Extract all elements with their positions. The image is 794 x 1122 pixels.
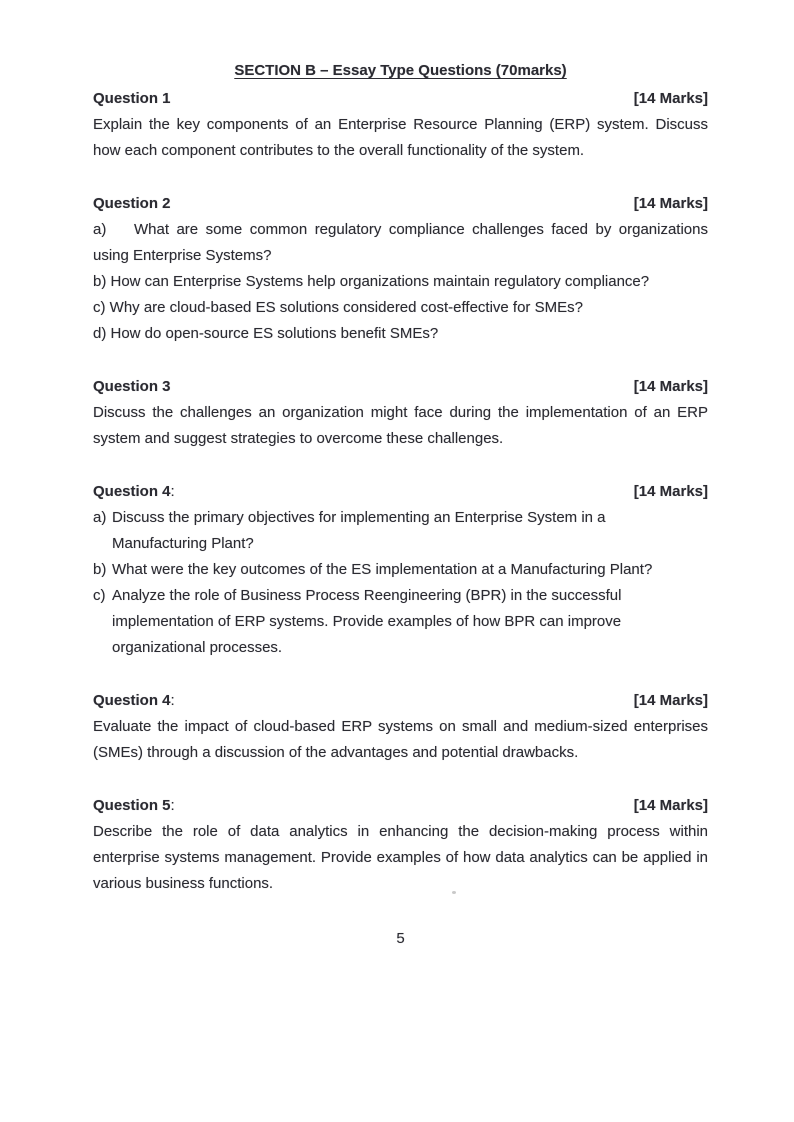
question-4-item-c-text: Analyze the role of Business Process Reengineering (BPR) in the successful implementation of ERP systems. Provide examples of how BPR can improve organizational processes. [112,587,622,656]
question-2-marks: [14 Marks] [633,195,708,212]
question-2-item-a [93,217,708,269]
scan-speck [452,891,456,894]
question-4-item-c [93,583,708,661]
section-title: SECTION B – Essay Type Questions (70marks) [234,62,567,79]
question-4-first-title [93,479,175,505]
question-4-second-title-text: Question 4 [93,692,171,709]
question-4-item-b-marker: b) [93,561,107,578]
question-3-title-text: Question 3 [93,378,171,395]
question-4-item-b [93,557,708,583]
question-5-heading [93,793,708,819]
question-2-item-c: c) Why are cloud-based ES solutions considered cost-effective for SMEs? [93,299,583,316]
page-number: 5 [396,930,405,947]
question-4-first-title-colon: : [170,483,175,500]
question-4-first [93,479,708,661]
question-4-second-marks: [14 Marks] [633,692,708,709]
question-4-first-heading [93,479,708,505]
question-4-second-title-colon: : [170,692,175,709]
question-5-body: Describe the role of data analytics in enhancing the decision-making process within enterprise systems management. Provide examples of how data analytics can be applied in various business functions. [93,823,708,892]
question-4-second [93,688,708,766]
question-4-second-title [93,688,175,714]
question-4-item-a-text: Discuss the primary objectives for implementing an Enterprise System in a Manufacturing Plant? [112,509,606,552]
question-5-marks: [14 Marks] [633,797,708,814]
question-4-item-c-marker: c) [93,587,106,604]
question-1-marks: [14 Marks] [633,90,708,107]
question-1-title-text: Question 1 [93,90,171,107]
question-5-title [93,793,175,819]
question-3-marks: [14 Marks] [633,378,708,395]
question-5 [93,793,708,897]
question-5-title-text: Question 5 [93,797,171,814]
question-2-item-a-marker: a) [93,221,107,238]
question-2-title-text: Question 2 [93,195,171,212]
question-2-heading [93,191,708,217]
question-5-title-colon: : [170,797,175,814]
question-4-item-a-marker: a) [93,509,107,526]
question-3-heading [93,374,708,400]
question-1-body: Explain the key components of an Enterprise Resource Planning (ERP) system. Discuss how each component contributes to the overall functionality of the system. [93,116,708,159]
question-2-item-a-text: What are some common regulatory compliance challenges faced by organizations using Enterprise Systems? [93,221,708,264]
question-3 [93,374,708,452]
question-1 [93,86,708,164]
question-4-second-heading [93,688,708,714]
question-4-second-body: Evaluate the impact of cloud-based ERP systems on small and medium-sized enterprises (SMEs) through a discussion of the advantages and potential drawbacks. [93,718,708,761]
question-3-title [93,374,171,400]
question-2-item-d: d) How do open-source ES solutions benefit SMEs? [93,325,439,342]
question-2 [93,191,708,347]
question-4-first-title-text: Question 4 [93,483,171,500]
question-1-heading [93,86,708,112]
question-2-title [93,191,171,217]
question-2-item-b: b) How can Enterprise Systems help organizations maintain regulatory compliance? [93,273,650,290]
question-3-body: Discuss the challenges an organization might face during the implementation of an ERP system and suggest strategies to overcome these challenges. [93,404,708,447]
question-4-first-marks: [14 Marks] [633,483,708,500]
question-4-item-b-text: What were the key outcomes of the ES implementation at a Manufacturing Plant? [112,561,653,578]
question-4-item-a [93,505,708,557]
question-1-title [93,86,171,112]
